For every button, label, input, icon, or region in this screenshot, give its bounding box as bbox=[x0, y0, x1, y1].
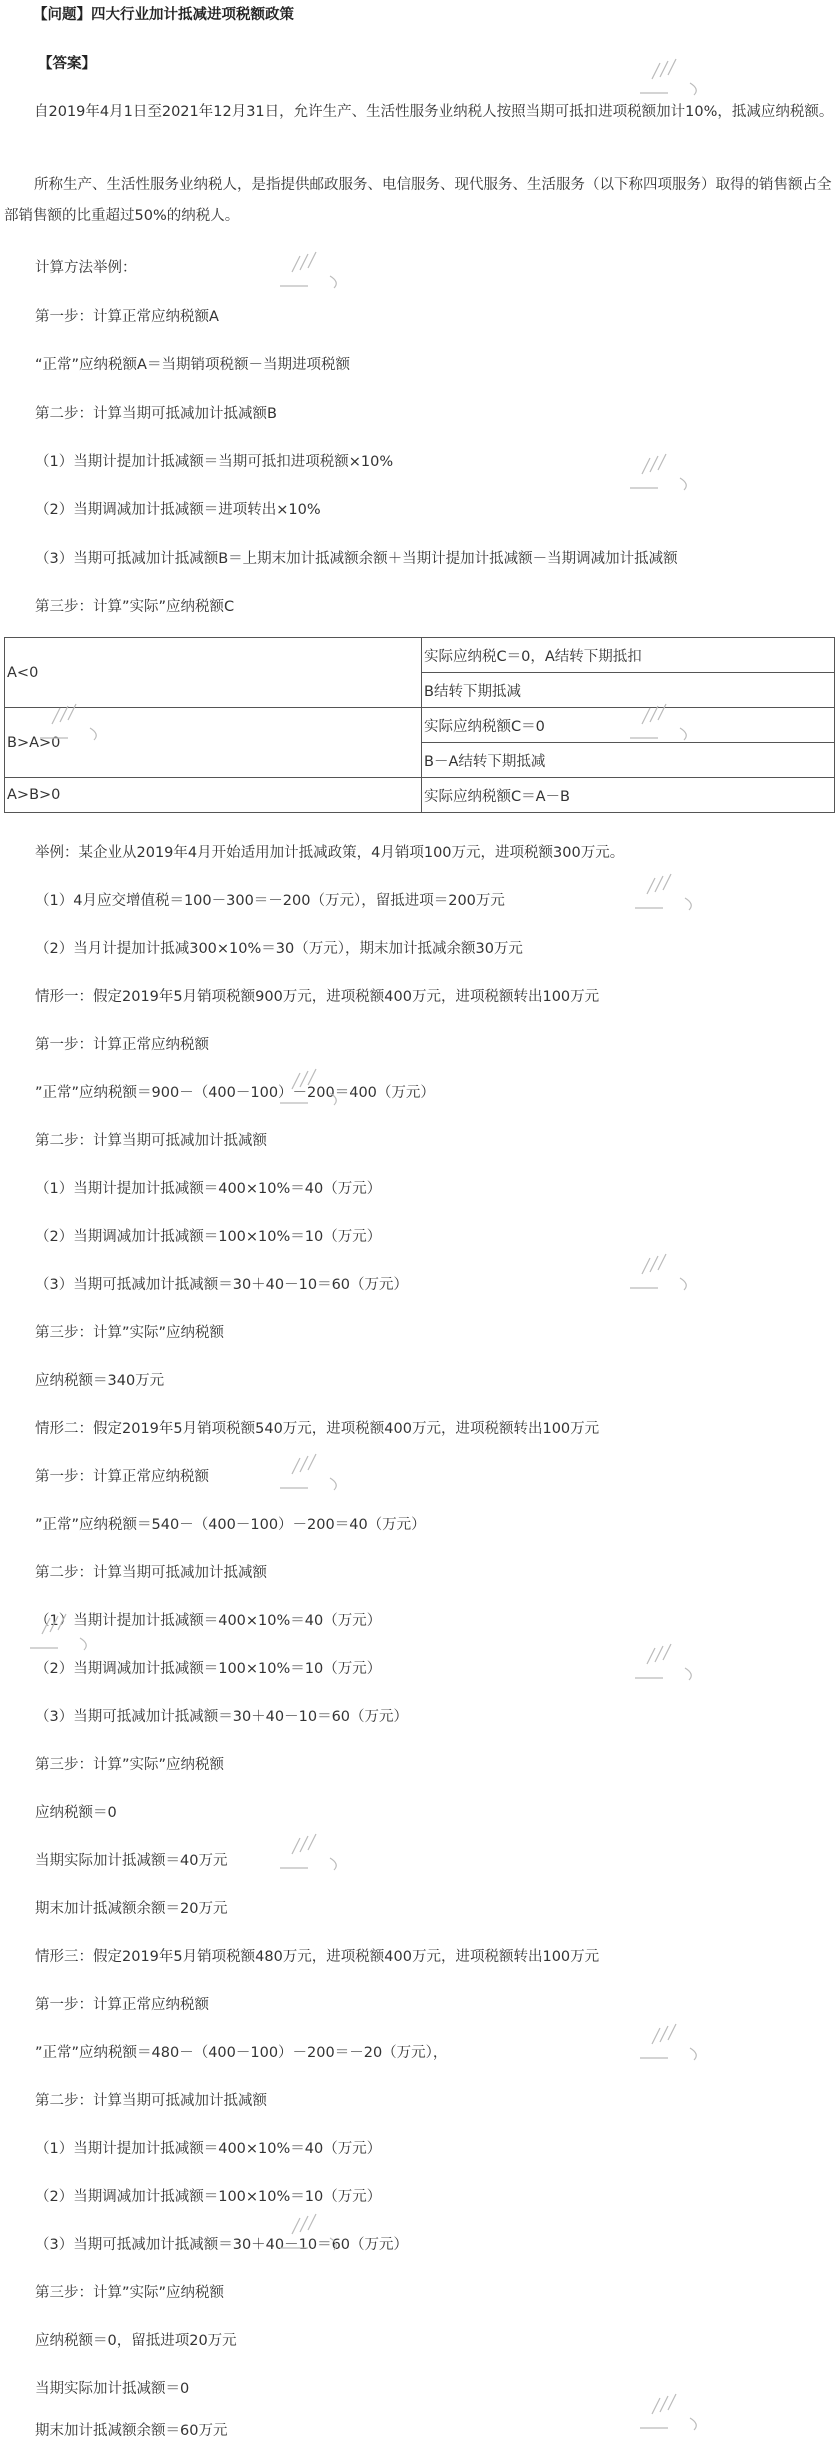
scribble-watermark-icon bbox=[630, 2380, 740, 2440]
scribble-watermark-icon bbox=[620, 690, 730, 750]
scenario2-line: 第二步：计算当期可抵减加计抵减额 bbox=[35, 1565, 267, 1581]
result-cell: B－A结转下期抵减 bbox=[422, 743, 835, 778]
method-line: （3）当期可抵减加计抵减额B＝上期末加计抵减额余额＋当期计提加计抵减额－当期调减加计抵减额 bbox=[35, 551, 678, 567]
scenario1-line: 情形一：假定2019年5月销项税额900万元，进项税额400万元，进项税额转出100万元 bbox=[35, 989, 600, 1005]
method-line: 第一步：计算正常应纳税额A bbox=[35, 309, 219, 325]
scribble-watermark-icon bbox=[20, 1600, 130, 1660]
scenario1-line: 第一步：计算正常应纳税额 bbox=[35, 1037, 209, 1053]
scribble-watermark-icon bbox=[270, 2200, 380, 2260]
scenario2-line: （3）当期可抵减加计抵减额＝30＋40－10＝60（万元） bbox=[35, 1709, 409, 1725]
scenario3-line: 应纳税额＝0，留抵进项20万元 bbox=[35, 2333, 237, 2349]
scribble-watermark-icon bbox=[270, 1055, 380, 1115]
scenario1-line: （3）当期可抵减加计抵减额＝30＋40－10＝60（万元） bbox=[35, 1277, 409, 1293]
definition-paragraph: 所称生产、生活性服务业纳税人，是指提供邮政服务、电信服务、现代服务、生活服务（以下称四项服务）取得的销售额占全部销售额的比重超过50%的纳税人。 bbox=[4, 177, 832, 224]
scenario1-line: （2）当期调减加计抵减额＝100×10%＝10（万元） bbox=[35, 1229, 382, 1245]
scribble-watermark-icon bbox=[630, 45, 740, 105]
scenario3-line: 第三步：计算”实际”应纳税额 bbox=[35, 2285, 225, 2301]
scenario1-line: 第三步：计算”实际”应纳税额 bbox=[35, 1325, 225, 1341]
scribble-watermark-icon bbox=[620, 1240, 730, 1300]
result-cell: B结转下期抵减 bbox=[422, 673, 835, 708]
intro-paragraph: 自2019年4月1日至2021年12月31日，允许生产、生活性服务业纳税人按照当期可抵扣进项税额加计10%，抵减应纳税额。 bbox=[34, 104, 834, 120]
method-line: （1）当期计提加计抵减额＝当期可抵扣进项税额×10% bbox=[35, 454, 394, 470]
table-row bbox=[5, 778, 835, 813]
scribble-watermark-icon bbox=[270, 1440, 380, 1500]
scenario3-line: （1）当期计提加计抵减额＝400×10%＝40（万元） bbox=[35, 2141, 382, 2157]
scenario2-line: 期末加计抵减额余额＝20万元 bbox=[35, 1901, 228, 1917]
scenario3-line: ”正常”应纳税额＝480－（400－100）－200＝－20（万元）， bbox=[35, 2045, 448, 2061]
example-line: 举例：某企业从2019年4月开始适用加计抵减政策，4月销项100万元，进项税额300万元。 bbox=[35, 845, 625, 861]
scribble-watermark-icon bbox=[625, 860, 735, 920]
scenario3-line: （2）当期调减加计抵减额＝100×10%＝10（万元） bbox=[35, 2189, 382, 2205]
result-cell: 实际应纳税C＝0，A结转下期抵扣 bbox=[422, 638, 835, 673]
scenario2-line: 应纳税额＝0 bbox=[35, 1805, 117, 1821]
scenario1-line: （1）当期计提加计抵减额＝400×10%＝40（万元） bbox=[35, 1181, 382, 1197]
method-line: 第二步：计算当期可抵减加计抵减额B bbox=[35, 406, 277, 422]
scribble-watermark-icon bbox=[30, 690, 140, 750]
scenario2-line: ”正常”应纳税额＝540－（400－100）－200＝40（万元） bbox=[35, 1517, 426, 1533]
scenario1-line: 应纳税额＝340万元 bbox=[35, 1373, 165, 1389]
scenario2-line: 当期实际加计抵减额＝40万元 bbox=[35, 1853, 228, 1869]
scenario3-line: 第二步：计算当期可抵减加计抵减额 bbox=[35, 2093, 267, 2109]
result-cell: 实际应纳税额C＝A－B bbox=[422, 778, 835, 813]
answer-label: 【答案】 bbox=[38, 56, 96, 72]
scenario2-line: 第一步：计算正常应纳税额 bbox=[35, 1469, 209, 1485]
method-line: （2）当期调减加计抵减额＝进项转出×10% bbox=[35, 502, 321, 518]
example-line: （2）当月计提加计抵减300×10%＝30（万元），期末加计抵减余额30万元 bbox=[35, 941, 523, 957]
scenario3-line: 当期实际加计抵减额＝0 bbox=[35, 2381, 190, 2397]
table-row bbox=[5, 638, 835, 673]
result-cell: 实际应纳税额C＝0 bbox=[422, 708, 835, 743]
scribble-watermark-icon bbox=[630, 2010, 740, 2070]
condition-cell: A<0 bbox=[5, 638, 422, 708]
scenario2-line: （2）当期调减加计抵减额＝100×10%＝10（万元） bbox=[35, 1661, 382, 1677]
method-line: 第三步：计算”实际”应纳税额C bbox=[35, 599, 235, 615]
scenario2-line: 情形二：假定2019年5月销项税额540万元，进项税额400万元，进项税额转出100万元 bbox=[35, 1421, 600, 1437]
scenario3-line: 第一步：计算正常应纳税额 bbox=[35, 1997, 209, 2013]
scenario2-line: 第三步：计算”实际”应纳税额 bbox=[35, 1757, 225, 1773]
scenario3-line: （3）当期可抵减加计抵减额＝30＋40－10＝60（万元） bbox=[35, 2237, 409, 2253]
scenario3-line: 情形三：假定2019年5月销项税额480万元，进项税额400万元，进项税额转出100万元 bbox=[35, 1949, 600, 1965]
scenario2-line: （1）当期计提加计抵减额＝400×10%＝40（万元） bbox=[35, 1613, 382, 1629]
scribble-watermark-icon bbox=[620, 440, 730, 500]
condition-cell: A>B>0 bbox=[5, 778, 422, 813]
example-line: （1）4月应交增值税＝100－300＝－200（万元），留抵进项＝200万元 bbox=[35, 893, 505, 909]
scenario1-line: ”正常”应纳税额＝900－（400－100）－200＝400（万元） bbox=[35, 1085, 435, 1101]
method-heading: 计算方法举例： bbox=[35, 260, 137, 276]
scribble-watermark-icon bbox=[270, 1820, 380, 1880]
scenario3-line: 期末加计抵减额余额＝60万元 bbox=[35, 2423, 228, 2439]
condition-cell: B>A>0 bbox=[5, 708, 422, 778]
method-line: “正常”应纳税额A＝当期销项税额－当期进项税额 bbox=[35, 357, 350, 373]
question-title: 【问题】四大行业加计抵减进项税额政策 bbox=[33, 7, 294, 23]
scribble-watermark-icon bbox=[625, 1630, 735, 1690]
scenario1-line: 第二步：计算当期可抵减加计抵减额 bbox=[35, 1133, 267, 1149]
scribble-watermark-icon bbox=[270, 238, 380, 298]
